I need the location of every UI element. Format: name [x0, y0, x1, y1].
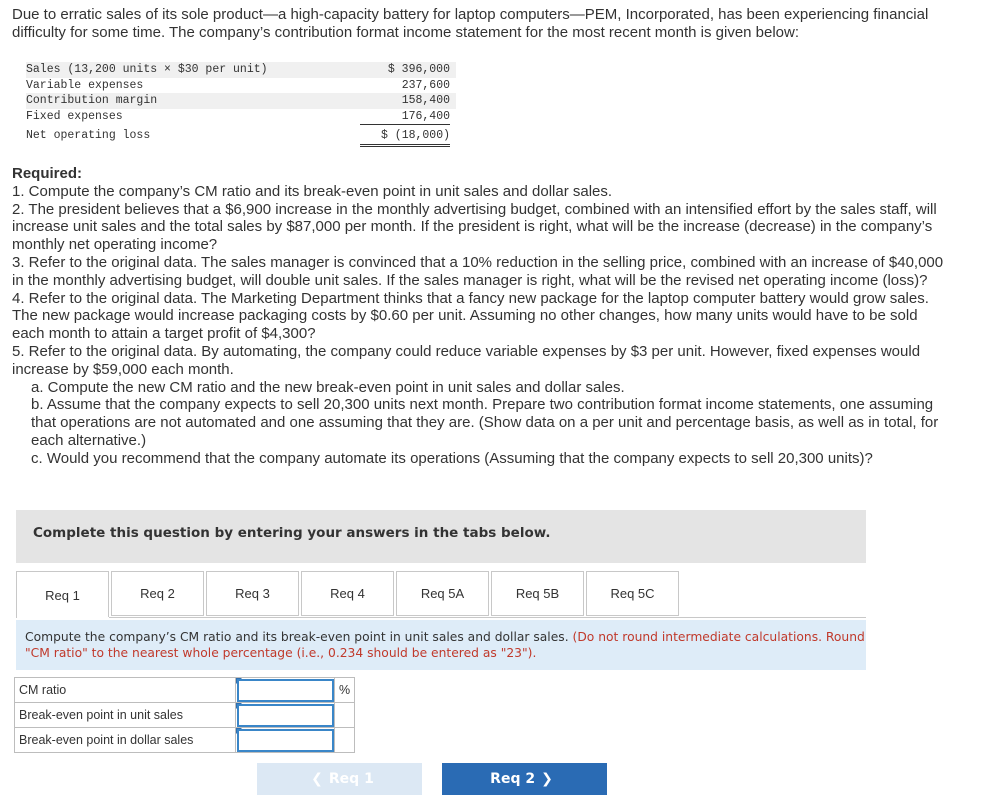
chevron-right-icon: ❯	[541, 771, 553, 787]
prev-req-button[interactable]	[257, 763, 422, 795]
statement-row-fixed-expenses	[26, 109, 456, 125]
statement-value: 176,400	[360, 109, 450, 126]
next-button-label: Req 2	[490, 771, 536, 787]
statement-label: Variable expenses	[26, 78, 144, 92]
tab-req-2[interactable]: Req 2	[111, 571, 204, 616]
required-heading: Required:	[12, 165, 83, 182]
chevron-left-icon: ❮	[311, 771, 323, 787]
required-sub-item: c. Would you recommend that the company automate its operations (Assuming that the company expects to sell 20,300 units)?	[31, 449, 873, 467]
required-section	[12, 165, 952, 468]
required-sub-item: a. Compute the new CM ratio and the new break-even point in unit sales and dollar sales.	[31, 378, 625, 396]
next-req-button[interactable]	[442, 763, 607, 795]
tabs-banner	[16, 510, 866, 563]
prev-button-label: Req 1	[328, 771, 374, 787]
statement-value: $ 396,000	[387, 63, 450, 76]
statement-label: Sales (13,200 units × $30 per unit)	[26, 63, 268, 76]
required-item: 2. The president believes that a $6,900 increase in the monthly advertising budget, combined with an intensified effort by the sales staff, will increase unit sales and the total sales by $87,000 per month. If the president is right, what will be the increase (decrease) in the company’s monthly net operating income?	[12, 200, 937, 254]
statement-label: Contribution margin	[26, 94, 158, 107]
statement-value: $ (18,000)	[360, 128, 450, 147]
answer-row-cm-ratio	[15, 678, 355, 703]
instruction-note: (Do not round intermediate calculations. Round "CM ratio" to the nearest whole percentage (i.e., 0.234 should be entered as "23").	[25, 630, 865, 660]
statement-row-net-operating-loss	[26, 128, 456, 144]
answer-label: CM ratio	[15, 678, 236, 703]
banner-text: Complete this question by entering your answers in the tabs below.	[33, 525, 551, 541]
tab-req-5b[interactable]: Req 5B	[491, 571, 584, 616]
answer-unit	[335, 703, 355, 728]
statement-value: 237,600	[360, 78, 450, 95]
required-item: 4. Refer to the original data. The Marketing Department thinks that a fancy new package for the laptop computer battery would grow sales. The new package would increase packaging costs by $0.60 per unit. Assuming no other changes, how many units would have to be sold each month to attain a target profit of $4,300?	[12, 289, 929, 343]
tab-req-3[interactable]: Req 3	[206, 571, 299, 616]
statement-label: Net operating loss	[26, 129, 151, 142]
answer-unit: %	[335, 678, 355, 703]
required-sub-item: b. Assume that the company expects to sell 20,300 units next month. Prepare two contribution format income statements, one assuming that operations are not automated and one assuming that they are. (Show data on a per unit and percentage basis, as well as in total, for each alternative.)	[31, 396, 939, 449]
problem-intro: Due to erratic sales of its sole product—a high-capacity battery for laptop computers—PEM, Incorporated, has been experiencing financial difficulty for some time. The company’s contribution format income statement for the most recent month is given below:	[12, 6, 929, 41]
tab-req-1[interactable]: Req 1	[16, 571, 109, 618]
answer-row-break-even-units	[15, 703, 355, 728]
instruction-main: Compute the company’s CM ratio and its break-even point in unit sales and dollar sales.	[25, 630, 569, 644]
tab-divider	[16, 617, 866, 618]
required-item: 1. Compute the company’s CM ratio and its break-even point in unit sales and dollar sales.	[12, 182, 613, 200]
break-even-dollars-input[interactable]	[237, 729, 334, 752]
break-even-units-input[interactable]	[237, 704, 334, 727]
answer-row-break-even-dollars	[15, 728, 355, 753]
tab-req-4[interactable]: Req 4	[301, 571, 394, 616]
tab-req-5c[interactable]: Req 5C	[586, 571, 679, 616]
answer-label: Break-even point in unit sales	[15, 703, 236, 728]
answer-label: Break-even point in dollar sales	[15, 728, 236, 753]
statement-value: 158,400	[401, 94, 450, 107]
tab-req-5a[interactable]: Req 5A	[396, 571, 489, 616]
statement-label: Fixed expenses	[26, 109, 123, 123]
answer-unit	[335, 728, 355, 753]
instruction-box	[16, 620, 866, 670]
statement-row-variable-expenses	[26, 78, 456, 94]
required-item: 3. Refer to the original data. The sales manager is convinced that a 10% reduction in the selling price, combined with an increase of $40,000 in the monthly advertising budget, will double unit sales. If the sales manager is right, what will be the revised net operating income (loss)?	[12, 253, 944, 289]
statement-row-sales	[26, 62, 456, 78]
statement-row-contribution-margin	[26, 93, 456, 109]
answer-table	[14, 677, 355, 753]
income-statement	[26, 62, 456, 144]
required-item: 5. Refer to the original data. By automating, the company could reduce variable expenses by $3 per unit. However, fixed expenses would increase by $59,000 each month.	[12, 342, 921, 378]
cm-ratio-input[interactable]	[237, 679, 334, 702]
